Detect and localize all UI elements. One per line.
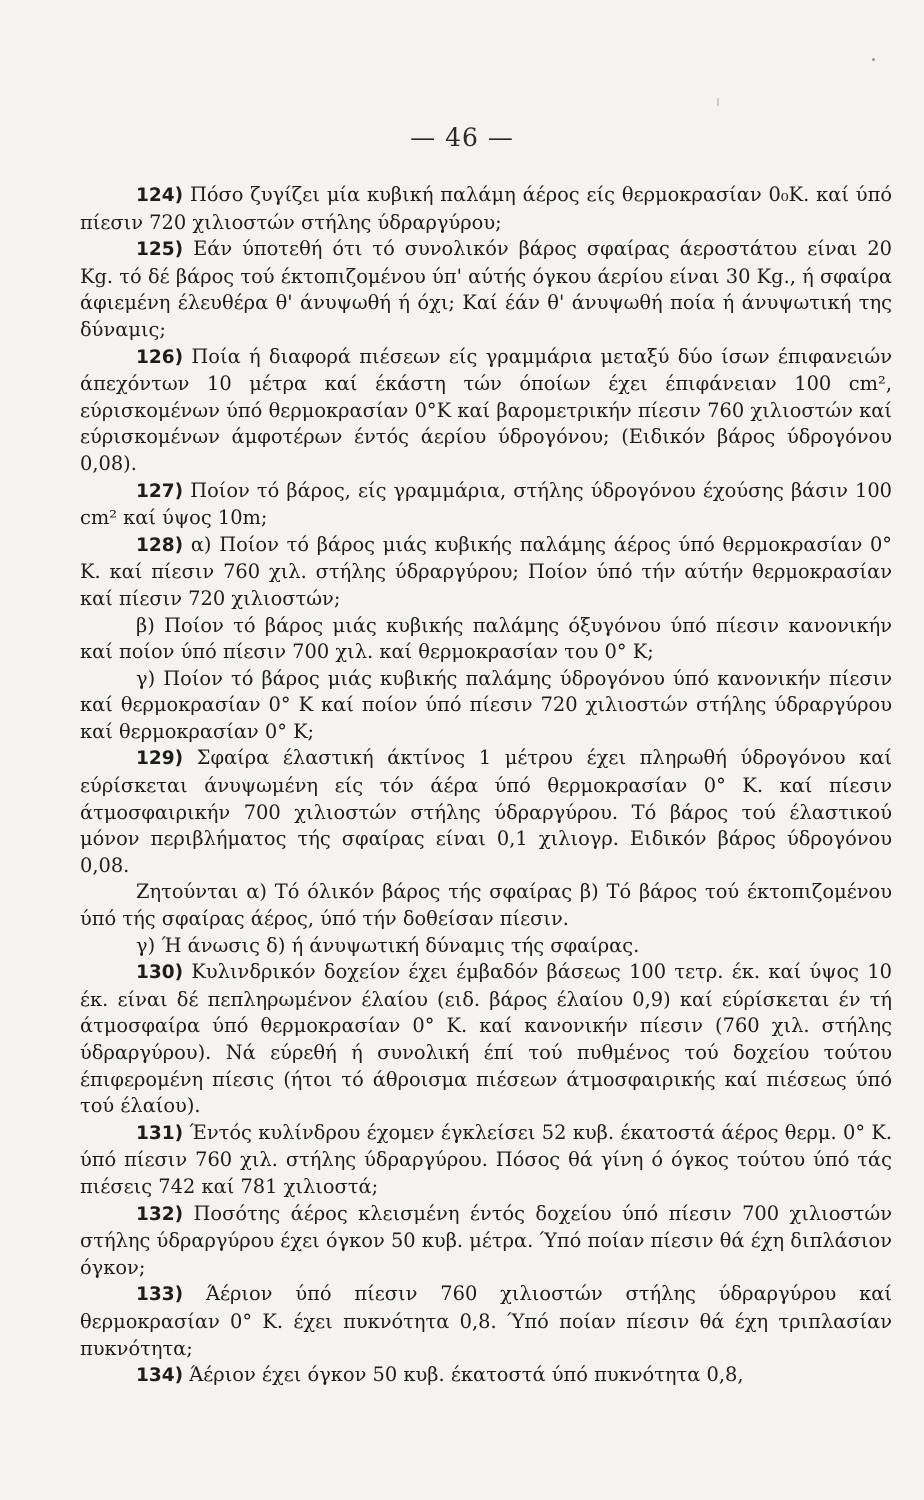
problem-130 (80, 959, 892, 1120)
problem-text: α) Ποίον τό βάρος μιάς κυβικής παλάμης άέρος ύπό θερμοκρασίαν 0° K. καί πίεσιν 760 χιλ. στήλης ύδραργύρου; Ποίον ύπό τήν αύτήν θερμοκρασίαν καί πίεσιν 720 χιλιοστών; (80, 532, 892, 610)
problem-129-c (80, 933, 892, 960)
problem-132 (80, 1201, 892, 1282)
problem-text: γ) Ποίον τό βάρος μιάς κυβικής παλάμης ύδρογόνου ύπό κανονικήν πίεσιν καί θερμοκρασίαν 0° K καί ποίον ύπό πίεσιν 720 χιλιοστών στήλης ύδραργύρου καί θερμοκρασίαν 0° K; (80, 666, 892, 743)
problem-129 (80, 745, 892, 879)
problem-126 (80, 344, 892, 478)
problem-125 (80, 236, 892, 343)
problem-131 (80, 1120, 892, 1201)
problem-number: 133) (136, 1284, 184, 1306)
problem-text: Άέριον ύπό πίεσιν 760 χιλιοστών στήλης ύδραργύρου καί θερμοκρασίαν 0° K. έχει πυκνότητα 0,8. Ύπό ποίαν πίεσιν θά έχη τριπλασίαν πυκνότητα; (80, 1282, 892, 1360)
problem-text: Άέριον έχει όγκον 50 κυβ. έκατοστά ύπό πυκνότητα 0,8, (189, 1363, 744, 1387)
problem-text: Εάν ύποτεθή ότι τό συνολικόν βάρος σφαίρας άεροστάτου είναι 20 Kg. τό δέ βάρος τού έκτοπιζομένου ύπ' αύτής όγκου άερίου είναι 30 Kg., ή σφαίρα άφιεμένη έλευθέρα θ' άνυψωθή ή όχι; Καί έάν θ' άνυψωθή ποία ή άνυψωτική της δύναμις; (80, 237, 892, 341)
problem-number: 125) (136, 239, 184, 261)
problem-134 (80, 1362, 892, 1390)
problem-number: 132) (136, 1203, 184, 1225)
page-number: — 46 — (410, 123, 514, 152)
paper-speck (872, 58, 875, 61)
problem-number: 130) (136, 962, 184, 984)
problem-text: Ποία ή διαφορά πιέσεων είς γραμμάρια μεταξύ δύο ίσων έπιφανειών άπεχόντων 10 μέτρα καί έκάστη τών όποίων έχει έπιφάνειαν 100 cm², εύρισκομένων ύπό θερμοκρασίαν 0°K καί βαρομετρικήν πίεσιν 760 χιλιοστών καί εύρισκομένων άμφοτέρων έντός άερίου ύδρογόνου; (Ειδικόν βάρος ύδρογόνου 0,08). (80, 344, 892, 475)
problem-list (80, 182, 892, 1390)
problem-127 (80, 478, 892, 532)
problem-128-c (80, 666, 892, 746)
problem-text: Κυλινδρικόν δοχείον έχει έμβαδόν βάσεως 100 τετρ. έκ. καί ύψος 10 έκ. είναι δέ πεπληρωμένον έλαίου (ειδ. βάρος έλαίου 0,9) καί εύρίσκεται έν τή άτμοσφαίρα ύπό θερμοκρασίαν 0° K. καί κανονικήν πίεσιν (760 χιλ. στήλης ύδραργύρου). Νά εύρεθή ή συνολική έπί τού πυθμένος τού δοχείου τούτου έπιφερομένη πίεσις (ήτοι τό άθροισμα πιέσεων άτμοσφαιρικής καί πιέσεως ύπό τού έλαίου). (80, 960, 892, 1118)
problem-text: Πόσο ζυγίζει μία κυβική παλάμη άέρος είς θερμοκρασίαν 0₀K. καί ύπό πίεσιν 720 χιλιοστών στήλης ύδραργύρου; (80, 183, 892, 234)
problem-text: Έντός κυλίνδρου έχομεν έγκλείσει 52 κυβ. έκατοστά άέρος θερμ. 0° K. ύπό πίεσιν 760 χιλ. στήλης ύδραργύρου. Πόσος θά γίνη ό όγκος τούτου ύπό τάς πιέσεις 742 καί 781 χιλιοστά; (80, 1120, 892, 1198)
problem-133 (80, 1281, 892, 1362)
paper-speck (717, 98, 719, 106)
problem-number: 131) (136, 1122, 184, 1144)
problem-text: Ποίον τό βάρος, είς γραμμάρια, στήλης ύδρογόνου έχούσης βάσιν 100 cm² καί ύψος 10m; (80, 478, 892, 530)
problem-128-b (80, 613, 892, 666)
problem-number: 128) (136, 534, 184, 556)
problem-number: 126) (136, 346, 184, 368)
problem-128 (80, 532, 892, 613)
problem-text: β) Ποίον τό βάρος μιάς κυβικής παλάμης όξυγόνου ύπό πίεσιν κανονικήν καί ποίον ύπό πίεσιν 700 χιλ. καί θερμοκρασίαν του 0° K; (80, 613, 892, 664)
problem-number: 127) (136, 480, 184, 502)
problem-text: γ) Ή άνωσις δ) ή άνυψωτική δύναμις τής σφαίρας. (136, 933, 640, 957)
problem-number: 129) (136, 748, 184, 770)
problem-number: 124) (136, 185, 184, 206)
problem-124 (80, 182, 892, 236)
problem-129-b (80, 879, 892, 932)
problem-text: Ζητούνται α) Τό όλικόν βάρος τής σφαίρας β) Τό βάρος τού έκτοπιζομένου ύπό τής σφαίρας άέρος, ύπό τήν δοθείσαν πίεσιν. (80, 880, 892, 931)
problem-text: Ποσότης άέρος κλεισμένη έντός δοχείου ύπό πίεσιν 700 χιλιοστών στήλης ύδραργύρου έχει όγκον 50 κυβ. μέτρα. Ύπό ποίαν πίεσιν θά έχη διπλάσιον όγκον; (80, 1201, 892, 1279)
problem-text: Σφαίρα έλαστική άκτίνος 1 μέτρου έχει πληρωθή ύδρογόνου καί εύρίσκεται άνυψωμένη είς τόν άέρα ύπό θερμοκρασίαν 0° K. καί πίεσιν άτμοσφαιρικήν 700 χιλιοστών στήλης ύδραργύρου. Τό βάρος τού έλαστικού μόνον περιβλήματος τής σφαίρας είναι 0,1 χιλιογρ. Ειδικόν βάρος ύδρογόνου 0,08. (80, 746, 892, 877)
problem-number: 134) (136, 1365, 184, 1387)
